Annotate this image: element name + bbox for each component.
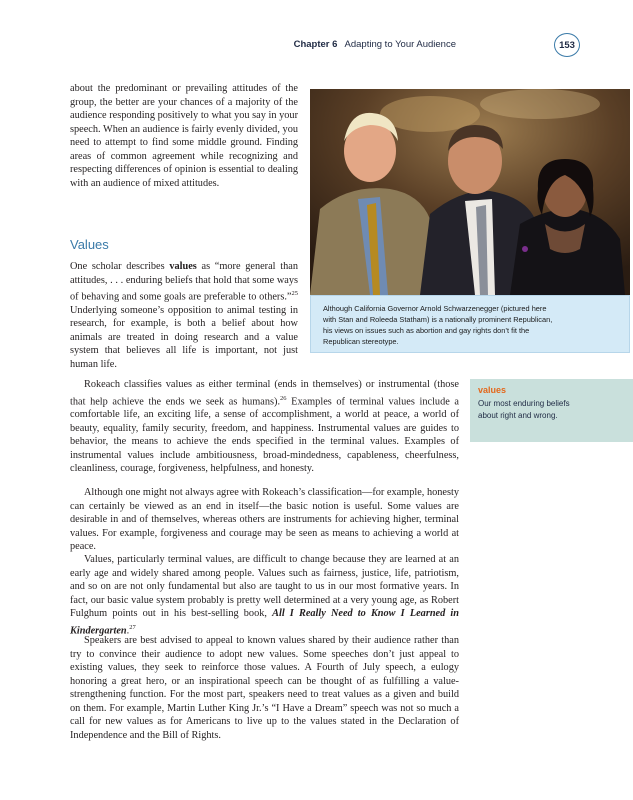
text-span: Values, particularly terminal values, are difficult to change because they are learned at an early age and widely shared among people. Values such as fairness, justice, life, patriotism, and so on are not only fundamental but also are taught to us in our most formative years. In fact, our basic value system probably is pretty well determined at a very young age, as Robert Fulghum points out in his best-selling book, xyxy=(70,554,459,619)
paragraph-terminal-values xyxy=(70,553,459,637)
chapter-label: Chapter 6 xyxy=(293,39,338,50)
header-text xyxy=(294,39,456,50)
text-span: as “more general than attitudes, . . . enduring beliefs that hold that some ways of behaving and some goals are preferable to others.” xyxy=(70,261,298,303)
photo-schwarzenegger xyxy=(310,89,630,295)
paragraph-values-definition xyxy=(70,260,298,371)
glossary-definition: Our most enduring beliefs about right and wrong. xyxy=(478,399,570,420)
endnote-ref: 25 xyxy=(291,290,298,297)
text-span: Rokeach classifies values as either terminal (ends in themselves) or instrumental (those that help achieve the ends we seek as humans). xyxy=(70,379,459,407)
paragraph-attitudes: about the predominant or prevailing attitudes of the group, the better are your chances of a majority of the audience responding positively to what you say in your speech. When an audience is fairly evenly divided, you need to attempt to find some middle ground. Finding areas of common agreement while recognizing and respecting differences of opinion is essential to dealing with an audience of mixed attitudes. xyxy=(70,83,298,189)
paragraph-rokeach xyxy=(70,378,459,476)
photo-illustration xyxy=(310,89,630,295)
text-span: Examples of terminal values include a comfortable life, an exciting life, a sense of accomplishment, a world at peace, a world of beauty, equality, family security, freedom, and happiness. Instrumental values are guides to behavior, the means to achieve the ends specified in the terminal values. Examples of instrumental values include ambitiousness, broad-mindedness, capableness, cheerfulness, cleanliness, courage, forgiveness, helpfulness, and honesty. xyxy=(70,395,459,475)
page-number: 153 xyxy=(554,33,580,57)
paragraph-classification xyxy=(70,486,459,554)
text-span: Although one might not always agree with Rokeach’s classification—for example, honesty can certainly be viewed as an end in itself—the basic notion is useful. Some values are desirable in and of themselves, whereas others are instruments for achieving higher, terminal values. For example, forgiveness and courage may be seen as means to achieving a world at peace. xyxy=(70,487,459,552)
chapter-title: Adapting to Your Audience xyxy=(344,39,456,50)
paragraph-appeal-values xyxy=(70,634,459,742)
photo-caption-box xyxy=(310,295,630,353)
photo-caption: Although California Governor Arnold Schwarzenegger (pictured here with Stan and Roleeda Statham) is a nationally prominent Republican, his views on issues such as abortion and gay rights don’t fit the Republican stereotype. xyxy=(323,304,553,346)
book-title: All I Really Need to Know I Learned in Kindergarten xyxy=(70,608,459,636)
endnote-ref: 27 xyxy=(129,623,136,631)
margin-glossary xyxy=(470,379,633,442)
text-span: Underlying someone’s opposition to animal testing in research, for example, is both a belief about how animals are treated in doing research and a value system that believes all life is important, not just human life. xyxy=(70,304,298,370)
text-span: One scholar describes xyxy=(70,261,170,272)
text-span: Speakers are best advised to appeal to known values shared by their audience rather than try to convince their audience to adopt new values. Some speeches don’t just appeal to existing values, they seek to reinforce those values. A Fourth of July speech, a eulogy honoring a great hero, or an inspirational speech can be thought of as fulfilling a value-strengthening function. For the most part, speakers need to treat values as a given and build on them. For example, Martin Luther King Jr.’s “I Have a Dream” speech was not so much a call for new values as for Americans to live up to the values stated in the Declaration of Independence and the Bill of Rights. xyxy=(70,635,459,741)
endnote-ref: 26 xyxy=(280,394,287,402)
key-term-values: values xyxy=(169,261,197,272)
section-heading-values: Values xyxy=(70,237,109,252)
text-span: . xyxy=(126,624,130,636)
glossary-term: values xyxy=(478,385,507,395)
running-header xyxy=(0,36,633,58)
